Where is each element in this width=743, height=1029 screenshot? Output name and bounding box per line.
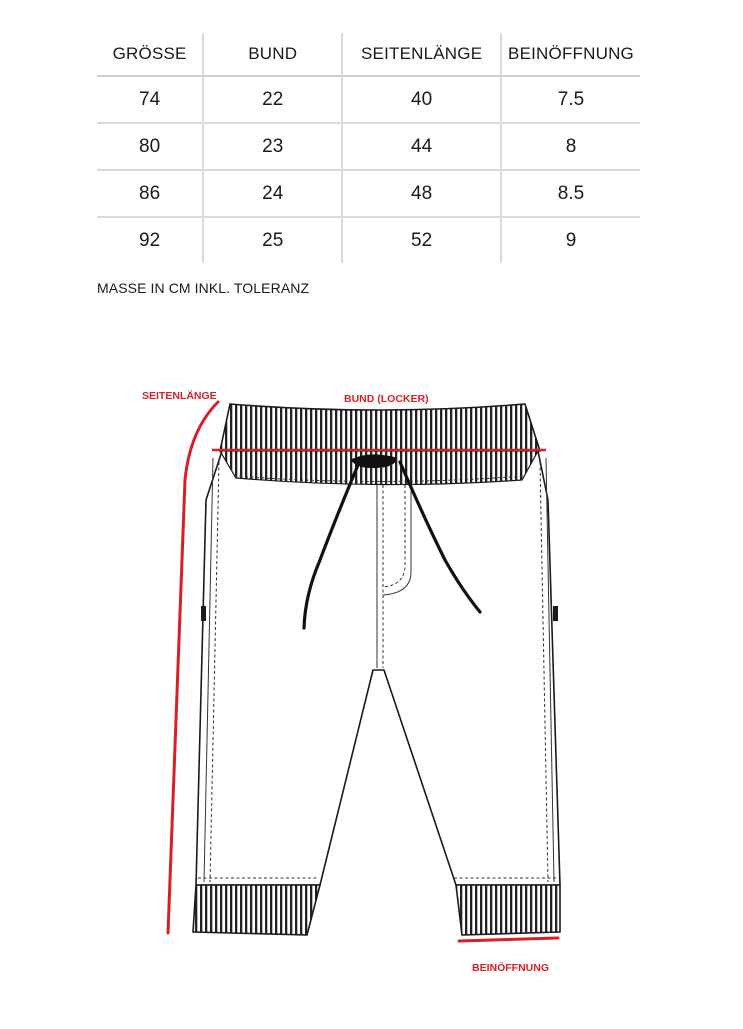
cell-leg-opening: 8: [500, 124, 640, 169]
header-side-length: SEITENLÄNGE: [341, 33, 500, 75]
leg-opening-measure-line: [459, 938, 558, 941]
cell-side-length: 48: [341, 171, 500, 216]
pants-illustration: [0, 330, 743, 1024]
waist-label: BUND (LOCKER): [344, 393, 429, 405]
header-waist: BUND: [202, 33, 341, 75]
cell-side-length: 44: [341, 124, 500, 169]
header-size: GRÖSSE: [112, 44, 187, 63]
side-tab-right: [553, 606, 558, 621]
cell-waist: 22: [202, 77, 341, 122]
pants-diagram: [0, 330, 743, 1024]
cell-size: 86: [139, 182, 161, 204]
size-table: [97, 33, 640, 263]
table-row: [97, 171, 640, 218]
cell-side-length: 40: [341, 77, 500, 122]
right-cuff: [456, 885, 560, 935]
cell-waist: 24: [202, 171, 341, 216]
cell-leg-opening: 7.5: [500, 77, 640, 122]
table-row: [97, 124, 640, 171]
waistband: [220, 404, 540, 456]
header-leg-opening: BEINÖFFNUNG: [500, 33, 640, 75]
cell-size: 74: [139, 88, 161, 110]
left-cuff: [193, 885, 320, 935]
cell-leg-opening: 9: [500, 218, 640, 263]
cell-leg-opening: 8.5: [500, 171, 640, 216]
table-row: [97, 77, 640, 124]
cell-waist: 25: [202, 218, 341, 263]
table-header-row: [97, 33, 640, 77]
leg-opening-label: BEINÖFFNUNG: [472, 962, 549, 974]
pants-outline: [196, 451, 560, 885]
side-length-label: SEITENLÄNGE: [142, 390, 217, 402]
cell-size: 80: [139, 135, 161, 157]
table-row: [97, 218, 640, 263]
side-tab-left: [201, 606, 206, 621]
cell-side-length: 52: [341, 218, 500, 263]
cell-waist: 23: [202, 124, 341, 169]
measurement-note: MASSE IN CM INKL. TOLERANZ: [97, 280, 310, 296]
cell-size: 92: [139, 229, 161, 251]
